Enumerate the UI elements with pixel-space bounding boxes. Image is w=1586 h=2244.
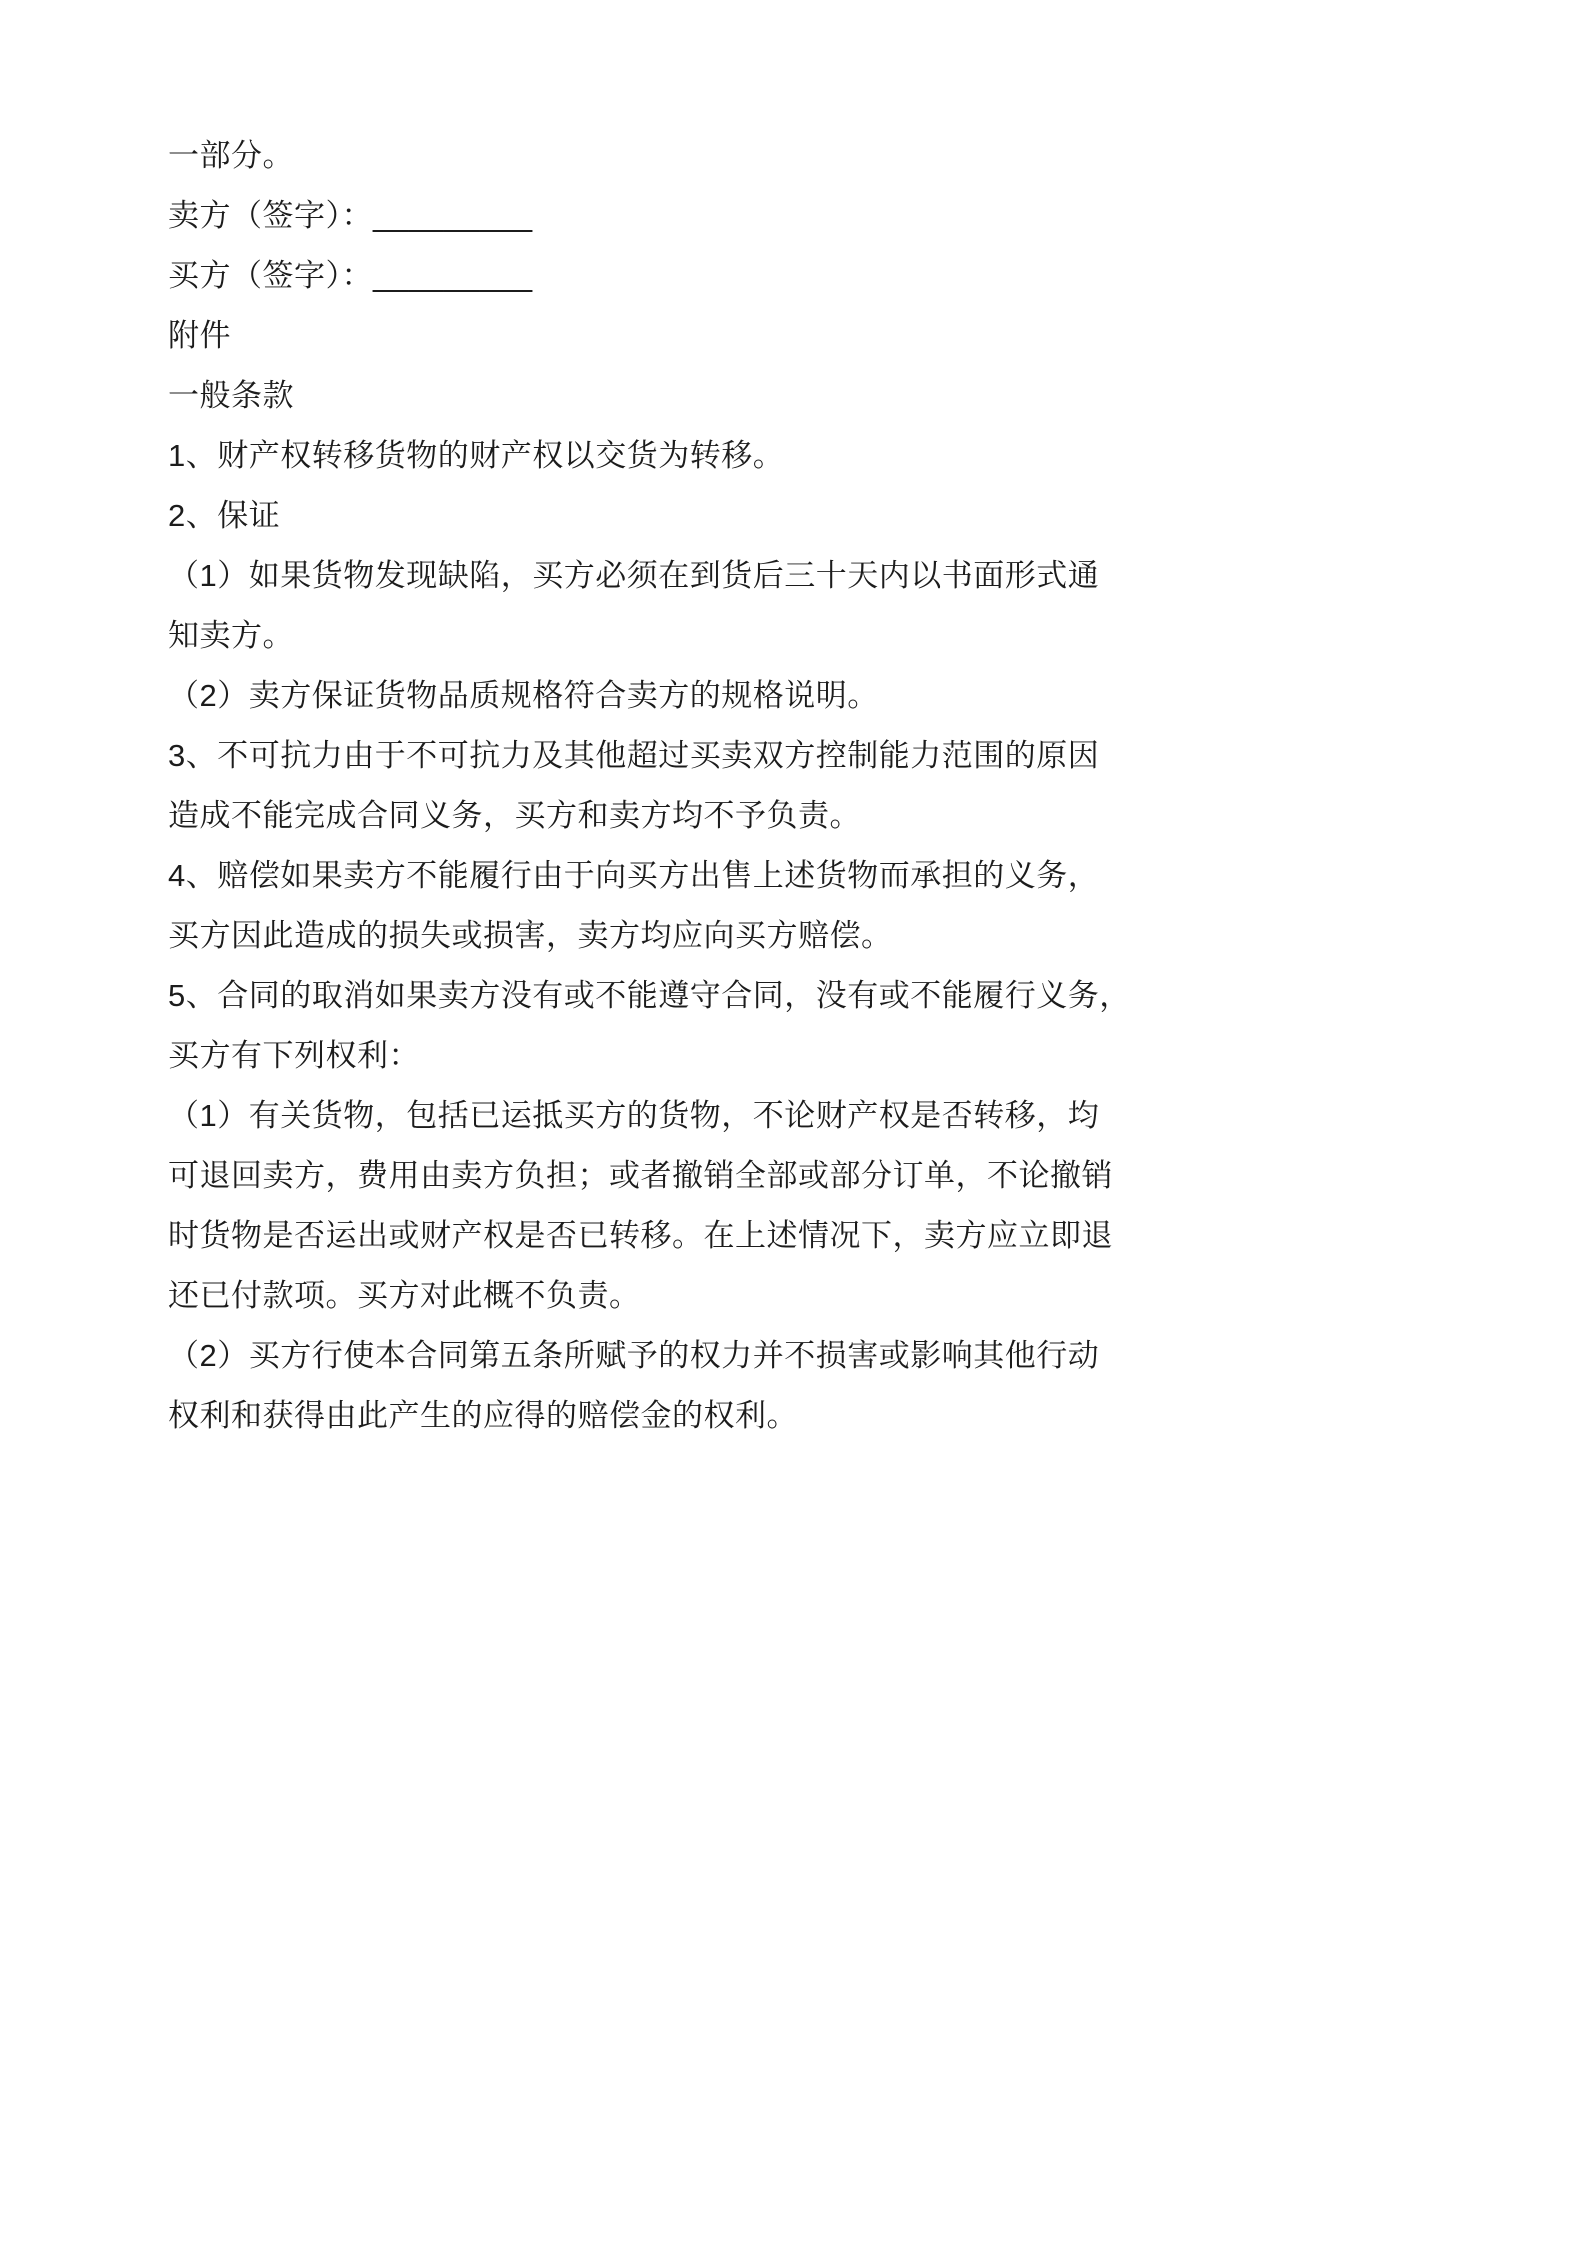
clause-5-item-1-line: （1）有关货物，包括已运抵买方的货物，不论财产权是否转移，均: [168, 1098, 1100, 1133]
clause-4-line: 4、赔偿如果卖方不能履行由于向买方出售上述货物而承担的义务，: [168, 858, 1100, 893]
clause-4-line: 买方因此造成的损失或损害，卖方均应向买方赔偿。: [168, 918, 893, 953]
clause-3-line: 3、不可抗力由于不可抗力及其他超过买卖双方控制能力范围的原因: [168, 738, 1100, 773]
clause-1-line: 1、财产权转移货物的财产权以交货为转移。: [168, 438, 785, 473]
clause-5-item-1-line: 时货物是否运出或财产权是否已转移。在上述情况下，卖方应立即退: [168, 1218, 1113, 1253]
clause-2-item-2-line: （2）卖方保证货物品质规格符合卖方的规格说明。: [168, 678, 879, 713]
clause-5-item-1-line: 可退回卖方，费用由卖方负担；或者撤销全部或部分订单，不论撤销: [168, 1158, 1113, 1193]
clause-2-item-1-line: 知卖方。: [168, 618, 294, 653]
clause-5-line: 5、合同的取消如果卖方没有或不能遵守合同，没有或不能履行义务，: [168, 978, 1131, 1013]
paragraph-fragment: 一部分。: [168, 138, 294, 173]
clause-3-line: 造成不能完成合同义务，买方和卖方均不予负责。: [168, 798, 861, 833]
clause-5-item-2-line: 权利和获得由此产生的应得的赔偿金的权利。: [168, 1398, 798, 1433]
attachment-heading: 附件: [168, 318, 231, 353]
buyer-signature-line: 买方（签字）：_________: [168, 258, 533, 293]
general-terms-heading: 一般条款: [168, 378, 294, 413]
clause-2-heading: 2、保证: [168, 498, 281, 533]
clause-5-line: 买方有下列权利：: [168, 1038, 420, 1073]
clause-5-item-2-line: （2）买方行使本合同第五条所赋予的权力并不损害或影响其他行动: [168, 1338, 1100, 1373]
seller-signature-line: 卖方（签字）：_________: [168, 198, 533, 233]
clause-2-item-1-line: （1）如果货物发现缺陷，买方必须在到货后三十天内以书面形式通: [168, 558, 1100, 593]
clause-5-item-1-line: 还已付款项。买方对此概不负责。: [168, 1278, 641, 1313]
